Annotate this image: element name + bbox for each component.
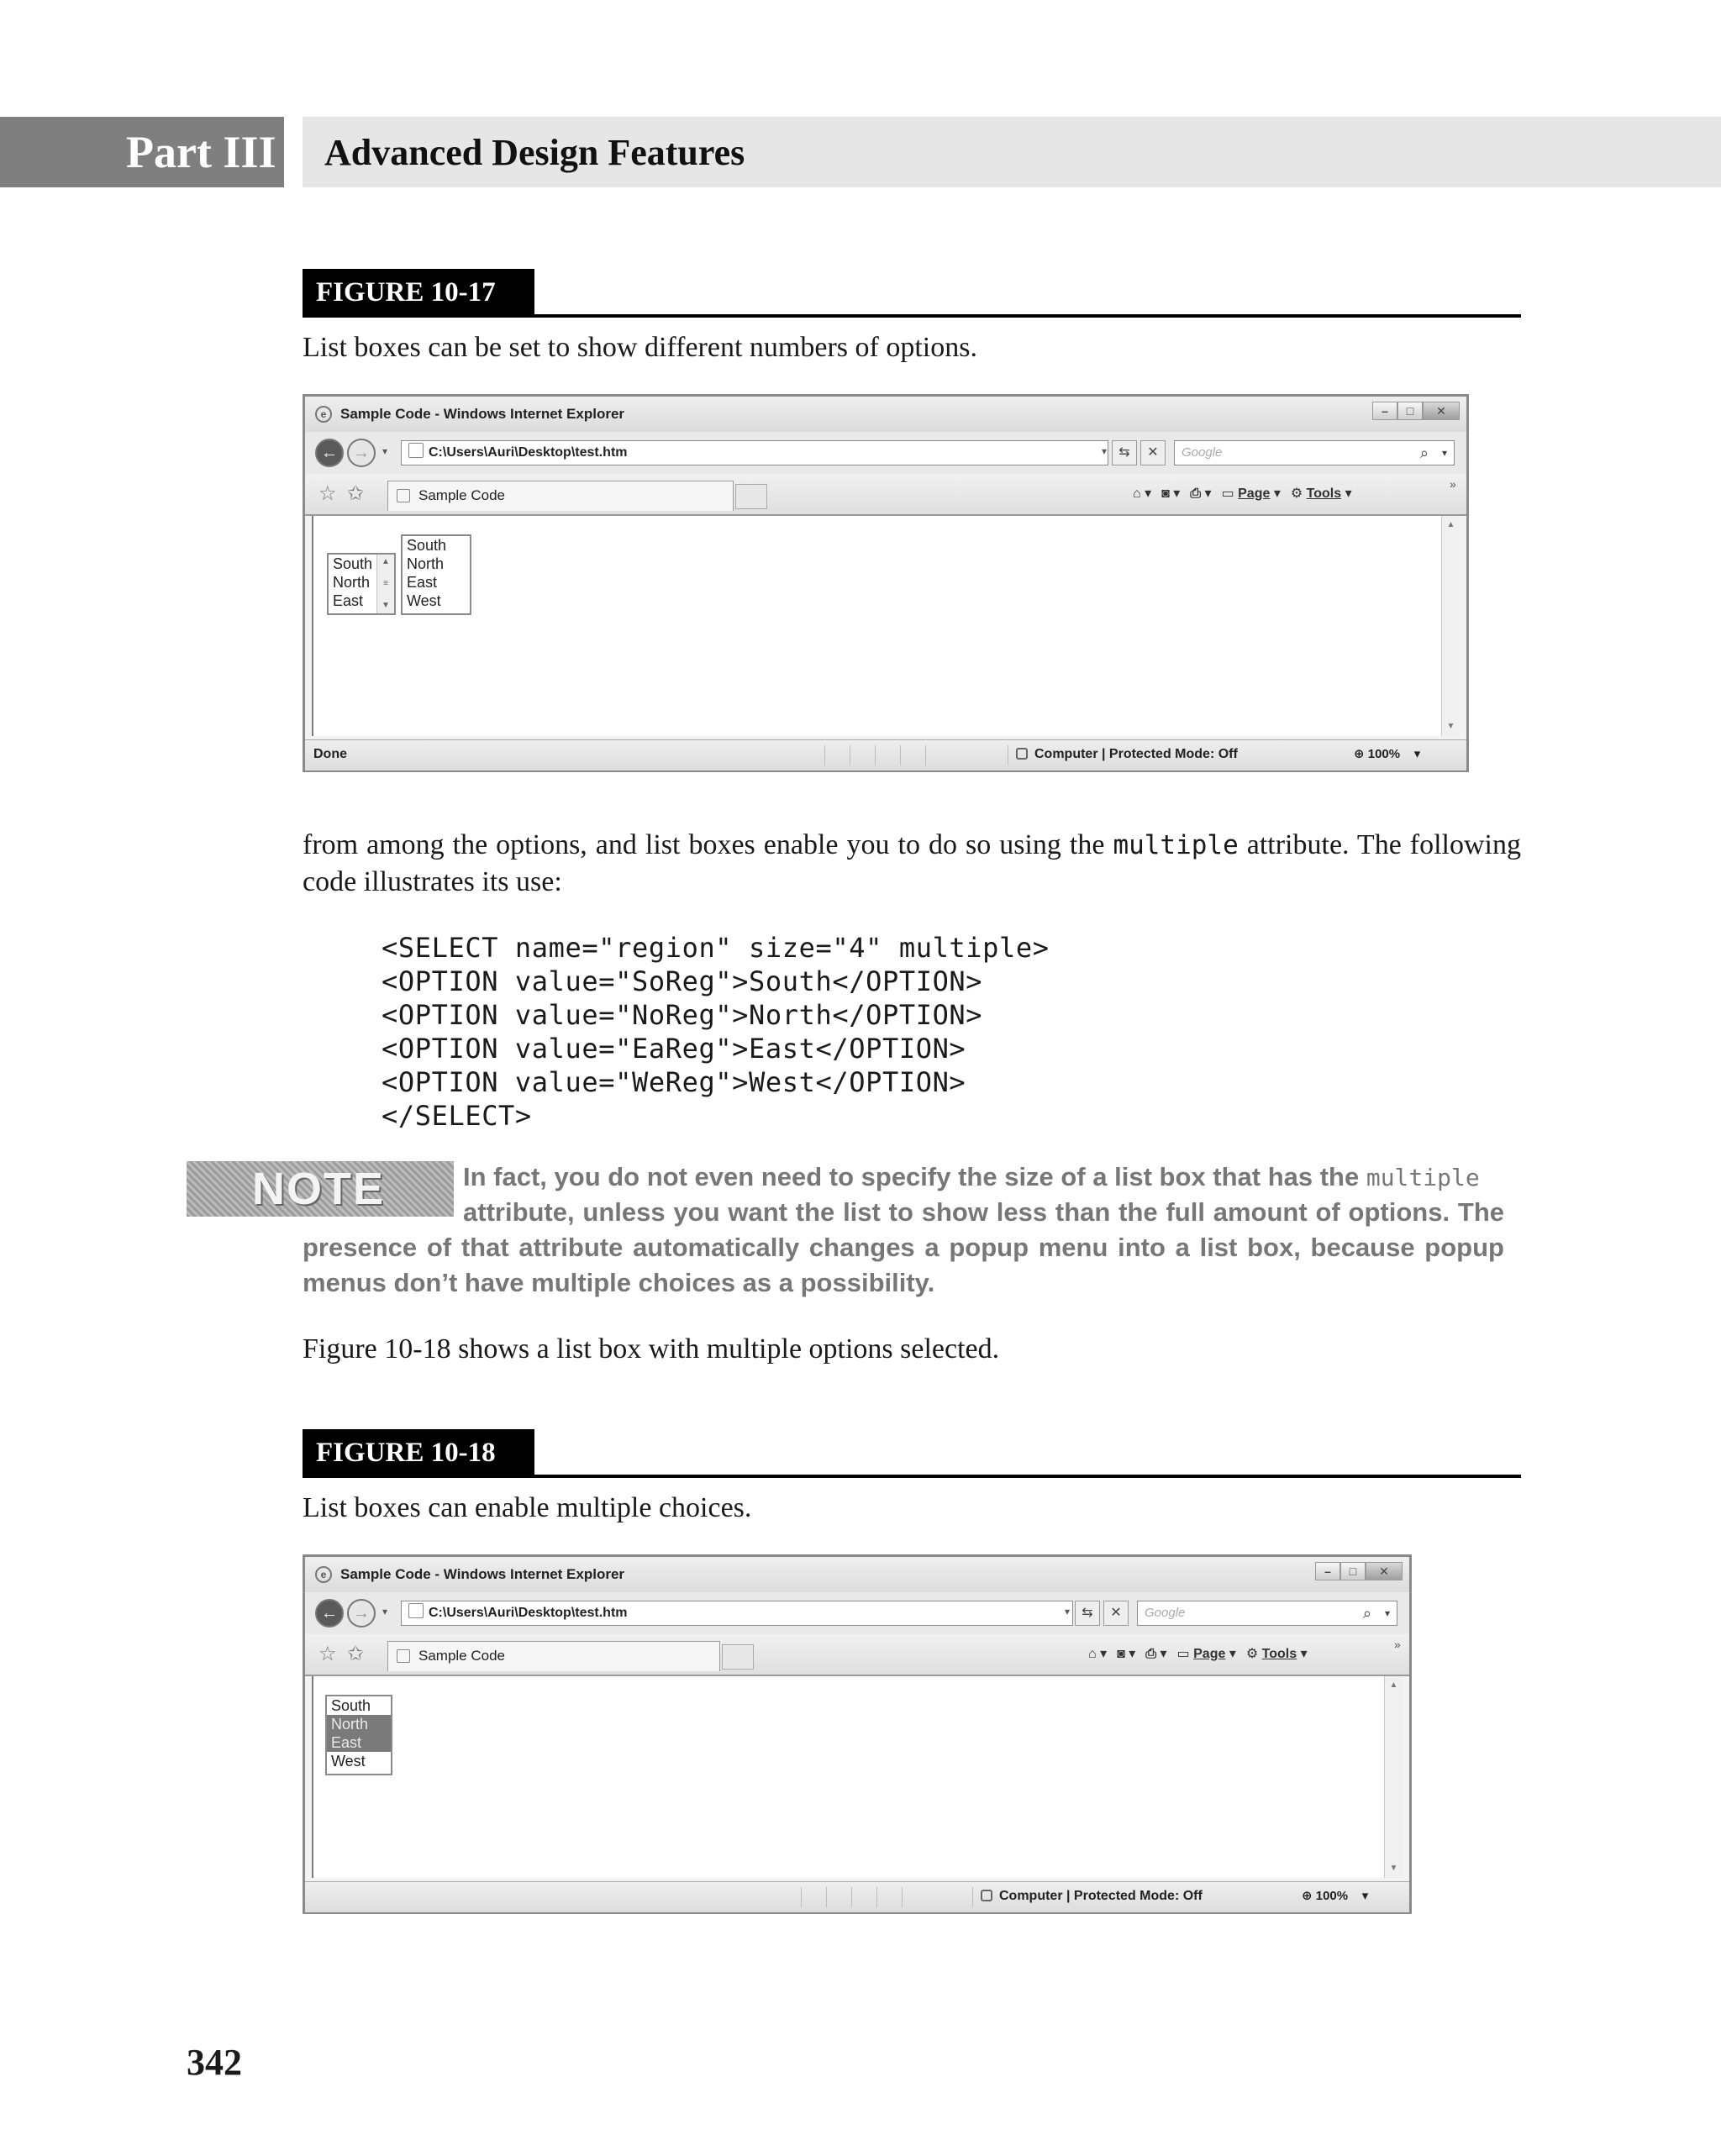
computer-zone-icon xyxy=(981,1890,992,1901)
listbox-scrollbar[interactable] xyxy=(376,555,394,613)
body-paragraph-2: Figure 10-18 shows a list box with multiple options selected. xyxy=(303,1333,1000,1365)
address-row xyxy=(305,432,1466,474)
window-controls xyxy=(1372,402,1460,420)
scroll-down-icon[interactable]: ▼ xyxy=(382,601,390,610)
ie-icon: e xyxy=(315,1566,332,1583)
listbox-size-3[interactable] xyxy=(327,553,396,615)
search-icon[interactable]: ⌕ xyxy=(1362,1605,1371,1622)
stop-icon[interactable]: ✕ xyxy=(1103,1601,1129,1626)
scroll-up-icon[interactable]: ▲ xyxy=(382,557,390,566)
new-tab-button[interactable] xyxy=(735,484,767,509)
address-field[interactable] xyxy=(401,1601,1073,1626)
tab-label: Sample Code xyxy=(418,1648,506,1664)
list-option[interactable]: South xyxy=(333,555,373,572)
figure-caption: List boxes can enable multiple choices. xyxy=(303,1492,752,1523)
figure-label: FIGURE 10-17 xyxy=(303,269,534,316)
zone-text: Computer | Protected Mode: Off xyxy=(999,1889,1203,1903)
tab-sample-code[interactable] xyxy=(387,1641,720,1671)
zoom-level: 100% xyxy=(1367,747,1401,761)
page-menu[interactable]: ▭ Page ▾ xyxy=(1177,1643,1236,1666)
page-scrollbar[interactable] xyxy=(1441,516,1460,736)
window-title: Sample Code - Windows Internet Explorer xyxy=(340,406,625,422)
listbox-size-4[interactable] xyxy=(401,534,471,615)
refresh-icon[interactable]: ⇆ xyxy=(1075,1601,1100,1626)
note-text-1: In fact, you do not even need to specify the size of a list box that has the xyxy=(463,1162,1366,1191)
tab-row xyxy=(305,474,1466,516)
print-icon[interactable]: ⎙ ▾ xyxy=(1190,486,1212,501)
tab-row xyxy=(305,1634,1409,1676)
tools-menu-label: Tools xyxy=(1261,1647,1297,1661)
zoom-control[interactable]: ⊕ 100% ▾ xyxy=(1354,747,1421,761)
security-zone[interactable] xyxy=(1016,740,1238,769)
search-dropdown-icon[interactable]: ▾ xyxy=(1441,447,1447,459)
list-option[interactable]: South xyxy=(331,1697,371,1714)
list-option[interactable]: North xyxy=(333,574,371,591)
search-placeholder: Google xyxy=(1182,445,1223,460)
zoom-level: 100% xyxy=(1315,1889,1349,1903)
search-input[interactable] xyxy=(1137,1601,1397,1626)
more-chevron-icon[interactable]: » xyxy=(1450,477,1456,491)
body-paragraph: from among the options, and list boxes enable you to do so using the multiple attribute. The following code illustrates its use: xyxy=(303,829,1522,897)
forward-icon[interactable]: → xyxy=(347,439,376,467)
history-dropdown-icon[interactable]: ▾ xyxy=(382,1606,388,1617)
listbox-multiple[interactable] xyxy=(325,1695,392,1775)
ie-icon: e xyxy=(315,406,332,423)
code-line: </SELECT> xyxy=(382,1100,532,1132)
address-text: C:\Users\Auri\Desktop\test.htm xyxy=(429,1606,628,1620)
home-icon[interactable]: ⌂ ▾ xyxy=(1088,1647,1108,1661)
print-icon[interactable]: ⎙ ▾ xyxy=(1145,1647,1167,1661)
scroll-up-icon[interactable]: ▲ xyxy=(1446,520,1455,529)
title-bar xyxy=(305,1557,1409,1592)
close-icon[interactable]: ✕ xyxy=(1423,402,1460,420)
figure-rule xyxy=(303,1475,1521,1478)
note-line-1 xyxy=(463,1160,1505,1196)
tools-menu-label: Tools xyxy=(1306,486,1342,501)
tab-sample-code[interactable] xyxy=(387,481,734,511)
tab-label: Sample Code xyxy=(418,487,506,503)
close-icon[interactable]: ✕ xyxy=(1366,1562,1403,1580)
status-bar xyxy=(305,739,1466,770)
tab-page-icon xyxy=(397,489,410,502)
status-text: Done xyxy=(313,747,347,761)
browser-window-2 xyxy=(303,1554,1412,1914)
minimize-icon[interactable]: – xyxy=(1372,402,1397,420)
tools-menu[interactable]: ⚙ Tools ▾ xyxy=(1246,1643,1308,1666)
zone-text: Computer | Protected Mode: Off xyxy=(1034,747,1238,761)
list-option[interactable]: East xyxy=(407,574,438,591)
search-icon[interactable]: ⌕ xyxy=(1419,444,1429,461)
search-input[interactable] xyxy=(1174,440,1455,465)
code-line: <OPTION value="SoReg">South</OPTION> xyxy=(382,965,983,997)
list-option[interactable]: East xyxy=(333,592,364,609)
note-label: NOTE xyxy=(252,1164,386,1214)
tab-page-icon xyxy=(397,1649,410,1663)
figure-label: FIGURE 10-18 xyxy=(303,1429,534,1476)
computer-zone-icon xyxy=(1016,748,1028,760)
forward-icon[interactable]: → xyxy=(347,1599,376,1628)
scroll-down-icon[interactable]: ▼ xyxy=(1446,722,1455,731)
new-tab-button[interactable] xyxy=(722,1644,754,1670)
back-icon[interactable]: ← xyxy=(315,439,344,467)
minimize-icon[interactable]: – xyxy=(1315,1562,1340,1580)
list-option[interactable]: North xyxy=(407,555,445,572)
page-scrollbar[interactable] xyxy=(1384,1676,1403,1878)
code-line: <OPTION value="NoReg">North</OPTION> xyxy=(382,999,983,1031)
inline-code: multiple xyxy=(1113,830,1239,860)
search-dropdown-icon[interactable]: ▾ xyxy=(1384,1607,1390,1619)
address-text: C:\Users\Auri\Desktop\test.htm xyxy=(429,445,628,460)
favorites-star-icon[interactable]: ☆ xyxy=(318,1643,337,1665)
tools-menu[interactable]: ⚙ Tools ▾ xyxy=(1291,482,1352,506)
window-controls xyxy=(1315,1562,1403,1580)
code-line: <OPTION value="EaReg">East</OPTION> xyxy=(382,1033,966,1065)
note-rest: attribute, unless you want the list to show less than the full amount of options. The presence of that attribute automatically changes a popup menu into a list box, because popup menus don’t have multiple choices as a possibility. xyxy=(303,1197,1504,1297)
more-chevron-icon[interactable]: » xyxy=(1394,1638,1401,1651)
window-title: Sample Code - Windows Internet Explorer xyxy=(340,1566,625,1582)
zoom-control[interactable]: ⊕ 100% ▾ xyxy=(1302,1889,1369,1903)
code-block xyxy=(382,931,1050,1133)
page-content xyxy=(312,1676,1403,1878)
scroll-down-icon[interactable]: ▼ xyxy=(1389,1864,1398,1873)
page-number: 342 xyxy=(187,2042,242,2083)
page-menu-label: Page xyxy=(1238,486,1271,501)
home-icon[interactable]: ⌂ ▾ xyxy=(1133,486,1152,501)
list-option-selected[interactable]: North xyxy=(327,1715,391,1733)
search-placeholder: Google xyxy=(1145,1606,1186,1620)
part-label: Part III xyxy=(126,127,276,177)
title-bar xyxy=(305,397,1466,432)
maximize-icon[interactable]: □ xyxy=(1397,402,1423,420)
figure-caption: List boxes can be set to show different numbers of options. xyxy=(303,332,977,363)
page-icon xyxy=(408,1603,424,1618)
code-line: <SELECT name="region" size="4" multiple> xyxy=(382,932,1050,964)
command-bar xyxy=(1133,482,1352,506)
address-dropdown-icon[interactable]: ▾ xyxy=(1102,445,1108,457)
status-bar xyxy=(305,1881,1409,1912)
list-option[interactable]: West xyxy=(331,1753,366,1769)
page-menu-label: Page xyxy=(1193,1647,1226,1661)
refresh-icon[interactable]: ⇆ xyxy=(1112,440,1137,465)
address-field[interactable] xyxy=(401,440,1108,465)
list-option[interactable]: South xyxy=(407,537,447,554)
back-icon[interactable]: ← xyxy=(315,1599,344,1628)
list-option[interactable]: West xyxy=(407,592,441,609)
section-title: Advanced Design Features xyxy=(324,132,745,173)
scroll-thumb-icon[interactable]: ≡ xyxy=(383,579,388,588)
favorites-star-icon[interactable]: ☆ xyxy=(318,482,337,505)
feeds-icon[interactable]: ◙ ▾ xyxy=(1117,1647,1136,1661)
scroll-up-icon[interactable]: ▲ xyxy=(1389,1680,1398,1690)
history-dropdown-icon[interactable]: ▾ xyxy=(382,445,388,457)
command-bar xyxy=(1088,1643,1308,1666)
add-favorites-icon[interactable]: ✩ xyxy=(347,1643,365,1665)
page-icon xyxy=(408,443,424,458)
code-line: <OPTION value="WeReg">West</OPTION> xyxy=(382,1066,966,1098)
page-menu[interactable]: ▭ Page ▾ xyxy=(1222,482,1281,506)
browser-window xyxy=(303,394,1469,772)
feeds-icon[interactable]: ◙ ▾ xyxy=(1161,486,1181,501)
maximize-icon[interactable]: □ xyxy=(1340,1562,1366,1580)
address-row xyxy=(305,1592,1409,1634)
page-content xyxy=(312,516,1460,736)
address-dropdown-icon[interactable]: ▾ xyxy=(1065,1606,1071,1617)
inline-code: multiple xyxy=(1366,1164,1480,1191)
list-option-selected[interactable]: East xyxy=(327,1733,391,1752)
security-zone[interactable] xyxy=(981,1882,1203,1911)
stop-icon[interactable]: ✕ xyxy=(1140,440,1166,465)
figure-rule xyxy=(303,314,1521,318)
add-favorites-icon[interactable]: ✩ xyxy=(347,482,365,505)
